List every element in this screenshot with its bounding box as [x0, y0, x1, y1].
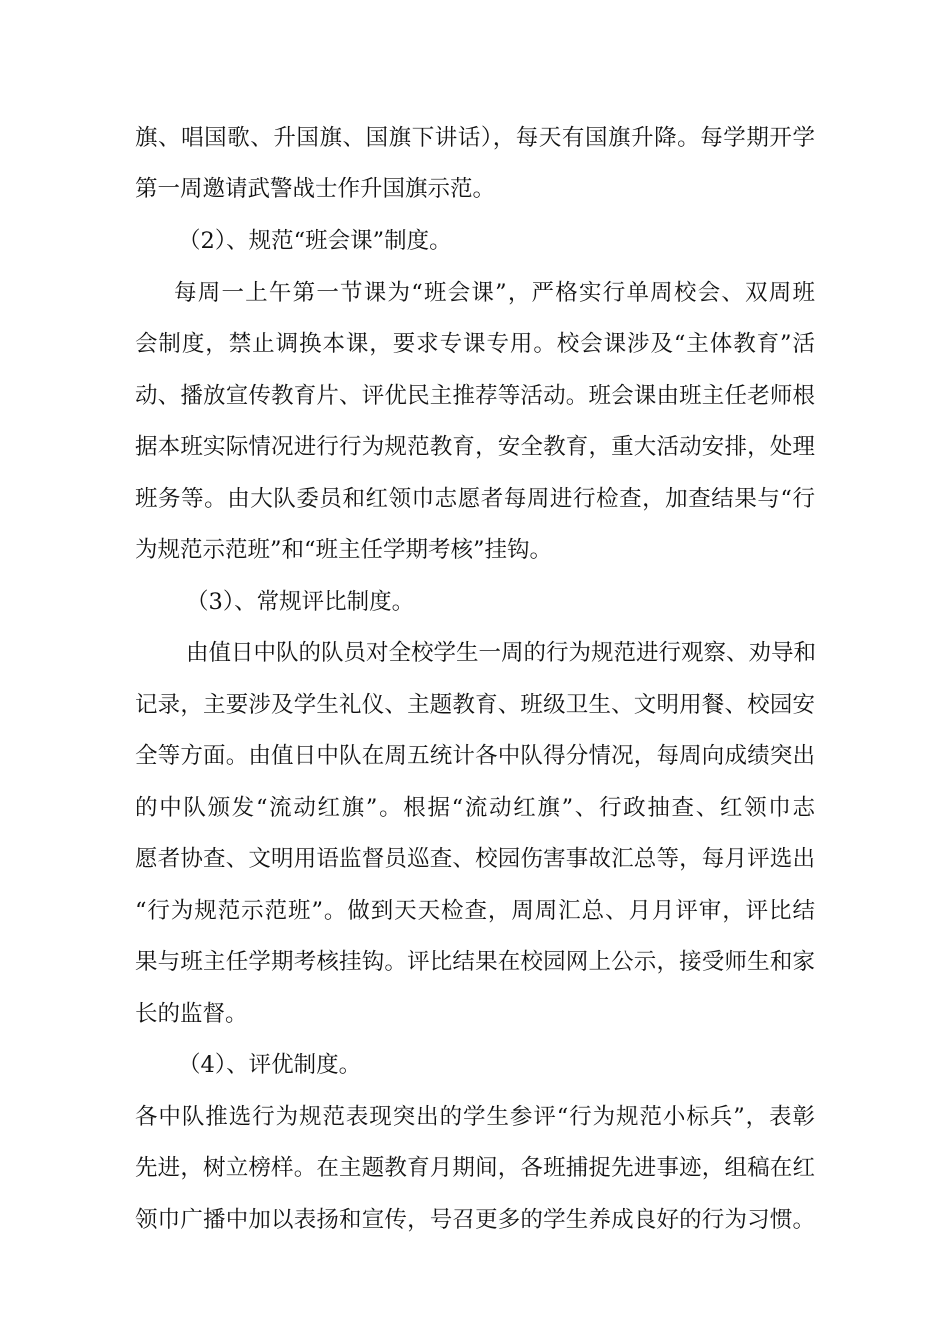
text-line: 果与班主任学期考核挂钩。评比结果在校园网上公示，接受师生和家: [135, 949, 815, 975]
section-heading: （3）、常规评比制度。: [186, 589, 415, 615]
text-line: 领巾广播中加以表扬和宣传，号召更多的学生养成良好的行为习惯。: [135, 1207, 815, 1233]
text-line: 的中队颁发“流动红旗”。根据“流动红旗”、行政抽查、红领巾志: [135, 795, 815, 821]
text-line: 班务等。由大队委员和红领巾志愿者每周进行检查，加查结果与“行: [135, 486, 815, 512]
text-line: 先进，树立榜样。在主题教育月期间，各班捕捉先进事迹，组稿在红: [135, 1155, 815, 1181]
text-line: 第一周邀请武警战士作升国旗示范。: [135, 176, 496, 202]
text-line: 为规范示范班”和“班主任学期考核”挂钩。: [135, 537, 553, 563]
text-line: 愿者协查、文明用语监督员巡查、校园伤害事故汇总等，每月评选出: [135, 846, 815, 872]
text-line: 记录，主要涉及学生礼仪、主题教育、班级卫生、文明用餐、校园安: [135, 692, 815, 718]
text-line: 由值日中队的队员对全校学生一周的行为规范进行观察、劝导和: [186, 640, 817, 666]
text-line: 长的监督。: [135, 1001, 248, 1027]
section-heading: （4）、评优制度。: [178, 1052, 362, 1078]
text-line: 会制度，禁止调换本课，要求专课专用。校会课涉及“主体教育”活: [135, 331, 815, 357]
text-line: 旗、唱国歌、升国旗、国旗下讲话），每天有国旗升降。每学期开学: [135, 125, 815, 151]
section-heading: （2）、规范“班会课”制度。: [178, 228, 452, 254]
text-line: 各中队推选行为规范表现突出的学生参评“行为规范小标兵”，表彰: [135, 1104, 815, 1130]
text-line: 据本班实际情况进行行为规范教育，安全教育，重大活动安排，处理: [135, 434, 815, 460]
text-line: 每周一上午第一节课为“班会课”，严格实行单周校会、双周班: [174, 280, 815, 306]
text-line: “行为规范示范班”。做到天天检查，周周汇总、月月评审，评比结: [135, 898, 815, 924]
text-line: 全等方面。由值日中队在周五统计各中队得分情况，每周向成绩突出: [135, 743, 815, 769]
text-line: 动、播放宣传教育片、评优民主推荐等活动。班会课由班主任老师根: [135, 383, 815, 409]
